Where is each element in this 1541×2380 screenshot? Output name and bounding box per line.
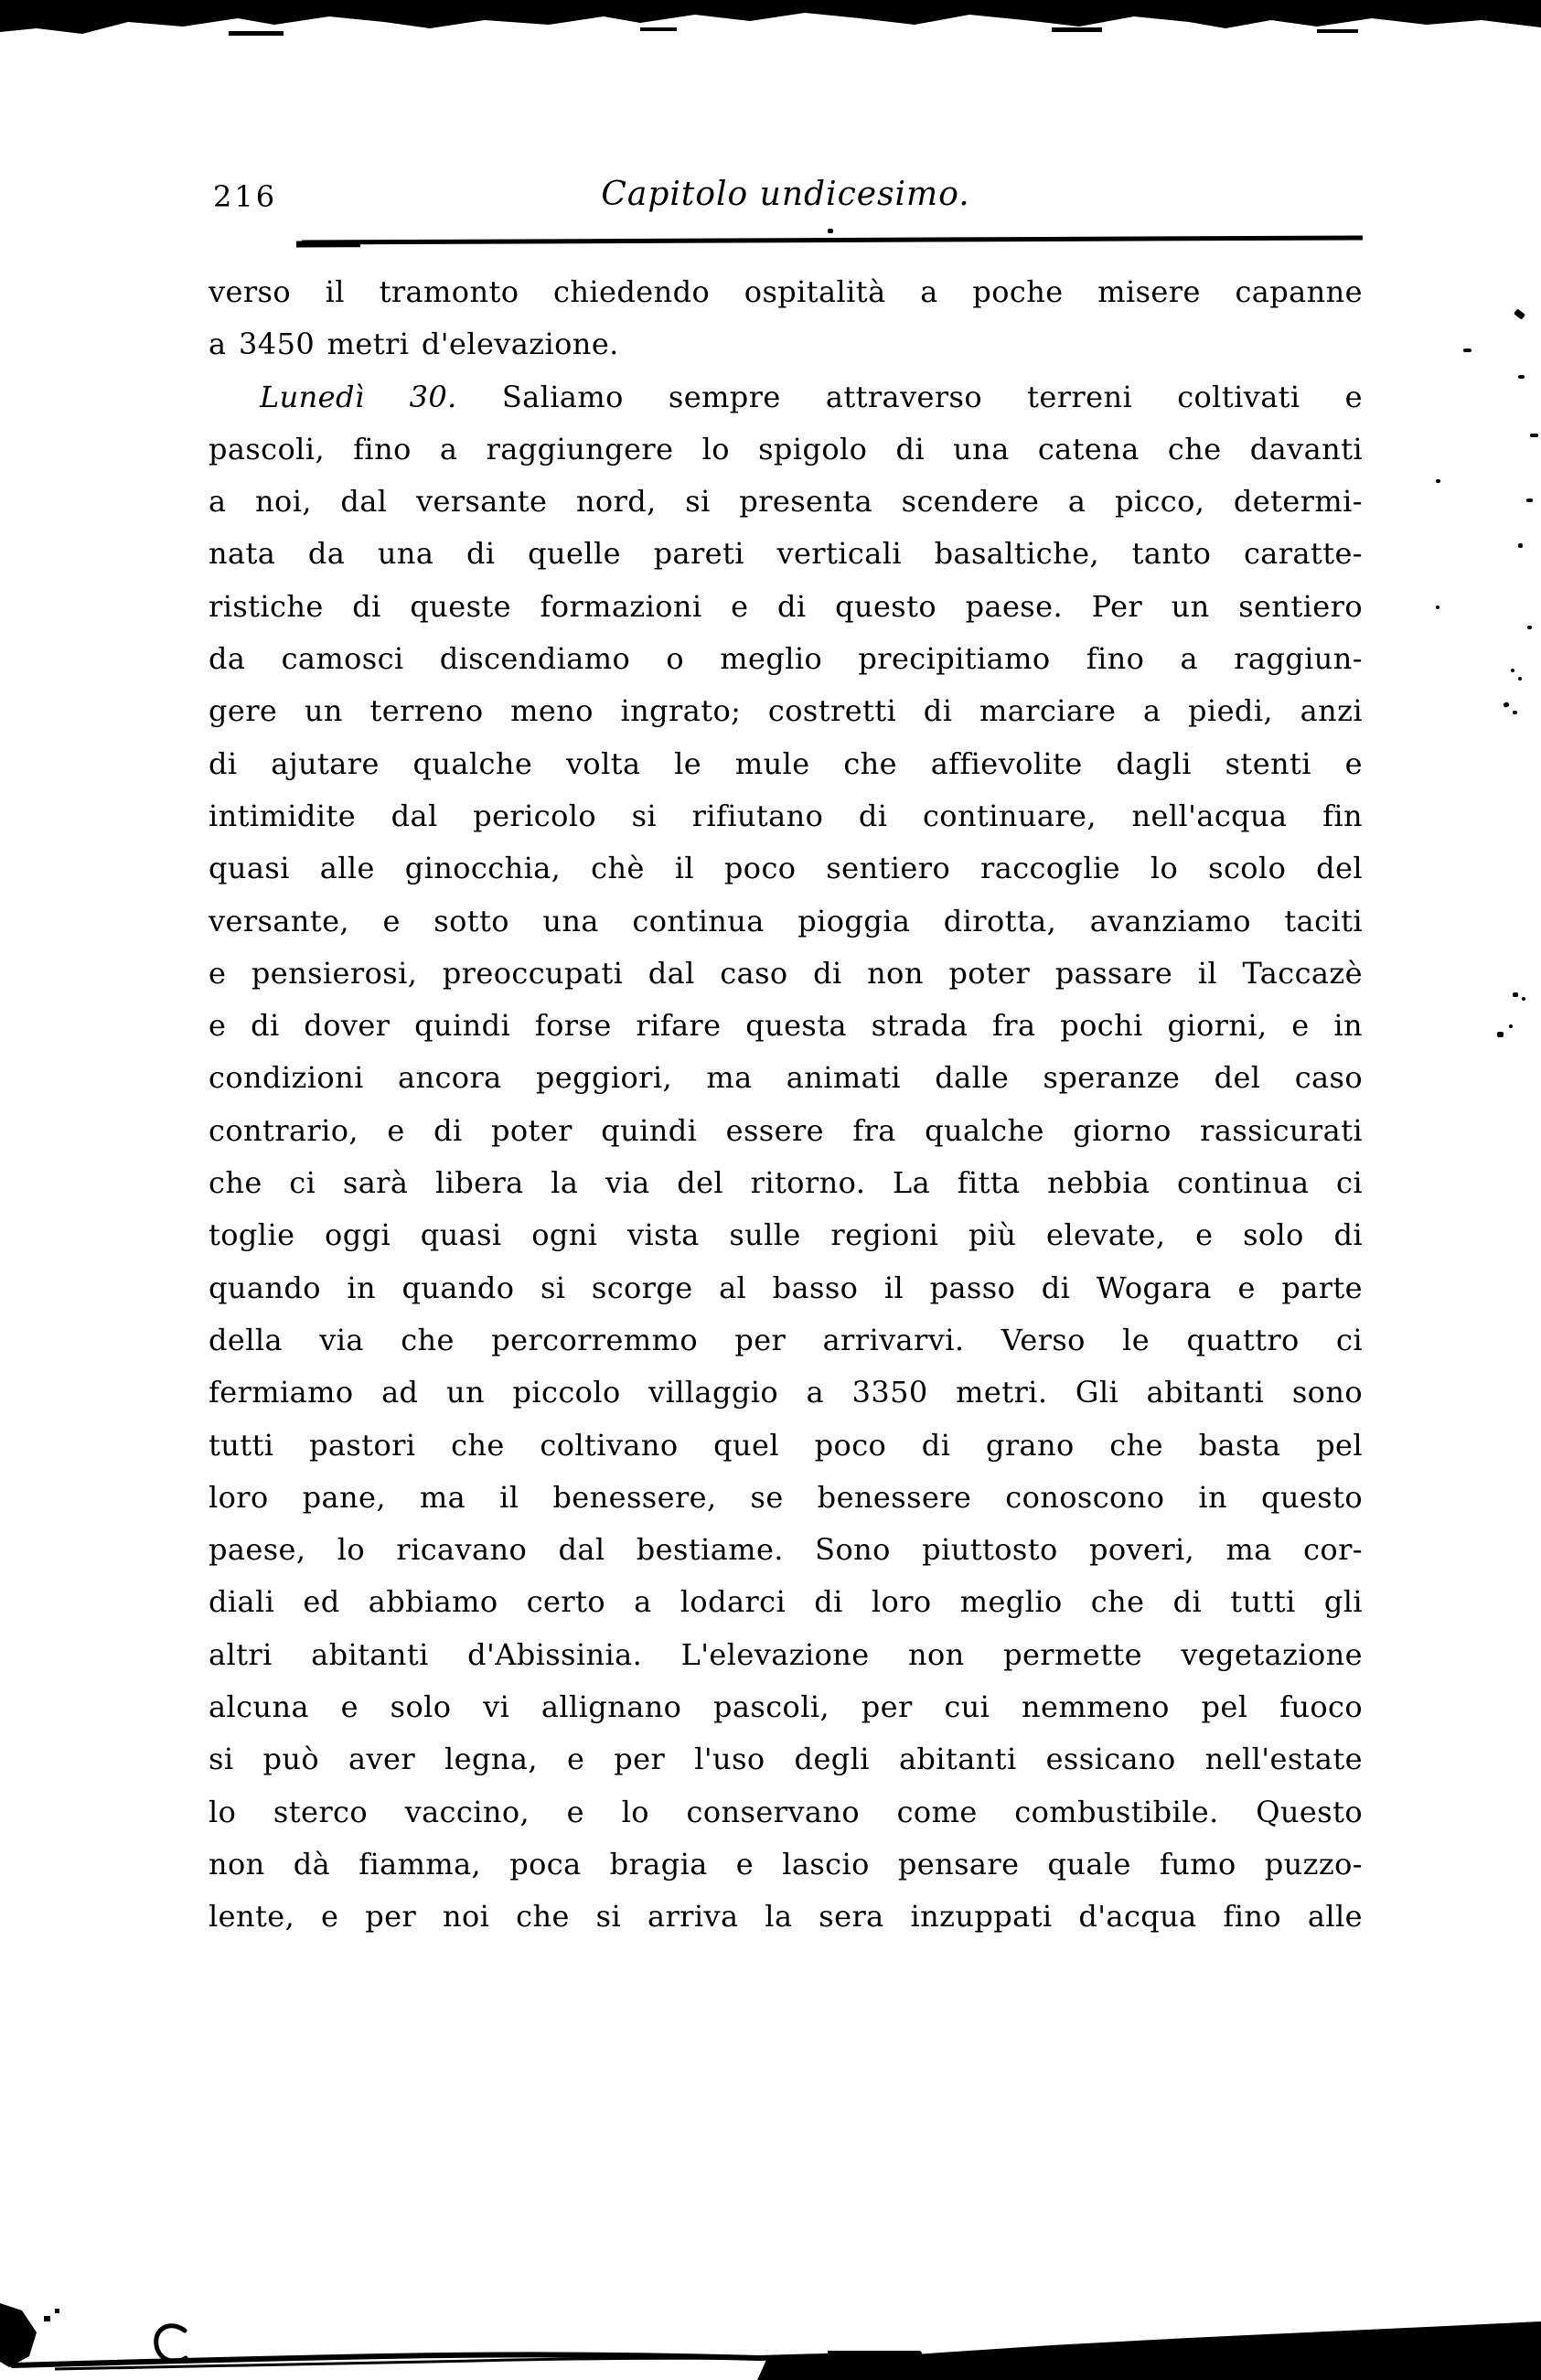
text-line — [209, 1681, 1363, 1733]
text-line — [209, 1052, 1363, 1104]
ink-speck — [1518, 375, 1525, 379]
text-line — [209, 1733, 1363, 1785]
text-segment: fermiamo ad un piccolo villaggio a 3350 metri. Gli abitanti sono — [209, 1375, 1363, 1410]
text-line — [209, 1420, 1363, 1472]
text-line — [209, 790, 1363, 842]
text-line — [209, 528, 1363, 580]
page-number: 216 — [213, 179, 278, 214]
text-line — [209, 1839, 1363, 1891]
text-segment: paese, lo ricavano dal bestiame. Sono piuttosto poveri, ma cor- — [209, 1532, 1363, 1568]
ink-speck — [1436, 479, 1440, 483]
text-segment: verso il tramonto chiedendo ospitalità a poche misere capanne — [209, 274, 1363, 309]
text-segment: loro pane, ma il benessere, se benessere conoscono in questo — [209, 1479, 1363, 1515]
text-segment: a 3450 metri d'elevazione. — [209, 327, 619, 362]
ink-speck — [1514, 308, 1525, 319]
text-segment: quasi alle ginocchia, chè il poco sentiero raccoglie lo scolo del — [209, 851, 1363, 886]
text-line — [209, 1891, 1363, 1943]
text-line — [209, 1629, 1363, 1681]
text-line — [209, 633, 1363, 685]
text-line — [209, 476, 1363, 528]
ink-speck — [1530, 434, 1538, 437]
text-segment: della via che percorremmo per arrivarvi. Verso le quattro ci — [209, 1322, 1363, 1357]
text-line — [209, 1262, 1363, 1314]
scan-artifact-bottom-smudge — [0, 2278, 1541, 2380]
ink-speck — [1518, 543, 1523, 548]
text-segment: di ajutare qualche volta le mule che affievolite dagli stenti e — [209, 745, 1363, 781]
text-line — [209, 1576, 1363, 1628]
text-line — [209, 423, 1363, 476]
text-segment: ristiche di queste formazioni e di questo paese. Per un sentiero — [209, 588, 1363, 624]
chapter-header: Capitolo undicesimo. — [601, 176, 970, 213]
text-segment: nata da una di quelle pareti verticali basaltiche, tanto caratte- — [209, 536, 1363, 572]
text-segment: e pensierosi, preoccupati dal caso di non poter passare il Taccazè — [209, 955, 1363, 991]
text-segment: toglie oggi quasi ogni vista sulle regioni più elevate, e solo di — [209, 1217, 1363, 1253]
text-segment: quando in quando si scorge al basso il passo di Wogara e parte — [209, 1270, 1363, 1305]
header-rule — [302, 235, 1363, 244]
ink-speck — [1463, 348, 1471, 352]
text-line — [209, 318, 1363, 370]
date-lead-in: Lunedì 30. — [260, 379, 457, 414]
text-segment: pascoli, fino a raggiungere lo spigolo di una catena che davanti — [209, 431, 1363, 466]
text-line — [209, 738, 1363, 790]
text-segment: a noi, dal versante nord, si presenta scendere a picco, determi- — [209, 484, 1363, 520]
ink-speck — [1503, 702, 1509, 708]
text-line — [209, 685, 1363, 737]
ink-speck — [1527, 626, 1532, 629]
text-segment: condizioni ancora peggiori, ma animati dalle speranze del caso — [209, 1060, 1363, 1096]
ink-speck — [1511, 669, 1514, 672]
text-segment: e di dover quindi forse rifare questa strada fra pochi giorni, e in — [209, 1008, 1363, 1044]
text-segment: si può aver legna, e per l'uso degli abitanti essicano nell'estate — [209, 1742, 1363, 1777]
text-line — [209, 1472, 1363, 1524]
text-line — [209, 1524, 1363, 1576]
text-line — [209, 581, 1363, 633]
ink-blob — [0, 2303, 37, 2367]
scan-artifact-top-bar — [0, 0, 1541, 44]
text-line — [209, 1786, 1363, 1839]
text-line — [209, 895, 1363, 948]
ink-speck — [1509, 1024, 1513, 1028]
text-line — [209, 1105, 1363, 1157]
text-line — [209, 1367, 1363, 1419]
text-segment: tutti pastori che coltivano quel poco di grano che basta pel — [209, 1427, 1363, 1463]
text-segment: gere un terreno meno ingrato; costretti di marciare a piedi, anzi — [209, 693, 1363, 729]
text-segment: altri abitanti d'Abissinia. L'elevazione non permette vegetazione — [209, 1636, 1363, 1672]
text-segment: lo sterco vaccino, e lo conservano come combustibile. Questo — [209, 1794, 1363, 1829]
text-segment: Saliamo sempre attraverso terreni coltivati e — [456, 379, 1363, 414]
text-line — [209, 266, 1363, 318]
text-line — [209, 1314, 1363, 1367]
text-segment: contrario, e di poter quindi essere fra qualche giorno rassicurati — [209, 1112, 1363, 1148]
text-line — [209, 1000, 1363, 1052]
text-line — [209, 1209, 1363, 1261]
ink-speck — [1518, 677, 1522, 681]
ink-speck — [1436, 606, 1439, 609]
text-segment: lente, e per noi che si arriva la sera inzuppati d'acqua fino alle — [209, 1899, 1363, 1935]
text-line — [209, 371, 1363, 423]
ink-speck — [1526, 499, 1533, 502]
text-segment: diali ed abbiamo certo a lodarci di loro meglio che di tutti gli — [209, 1584, 1363, 1620]
body-text — [209, 266, 1363, 1944]
ink-speck — [1497, 1032, 1504, 1037]
text-segment: che ci sarà libera la via del ritorno. La fitta nebbia continua ci — [209, 1165, 1363, 1201]
ink-speck — [1513, 711, 1517, 714]
scribble-mark — [156, 2326, 186, 2362]
text-line — [209, 1157, 1363, 1209]
ink-speck — [1522, 997, 1525, 1001]
text-line — [209, 948, 1363, 1000]
text-segment: non dà fiamma, poca bragia e lascio pensare quale fumo puzzo- — [209, 1846, 1363, 1881]
ink-speck — [828, 229, 833, 233]
ink-speck — [1513, 992, 1518, 997]
text-segment: da camosci discendiamo o meglio precipitiamo fino a raggiun- — [209, 641, 1363, 677]
text-segment: versante, e sotto una continua pioggia dirotta, avanziamo taciti — [209, 903, 1363, 938]
text-segment: alcuna e solo vi allignano pascoli, per cui nemmeno pel fuoco — [209, 1689, 1363, 1725]
text-line — [209, 842, 1363, 895]
text-segment: intimidite dal pericolo si rifiutano di continuare, nell'acqua fin — [209, 798, 1363, 833]
